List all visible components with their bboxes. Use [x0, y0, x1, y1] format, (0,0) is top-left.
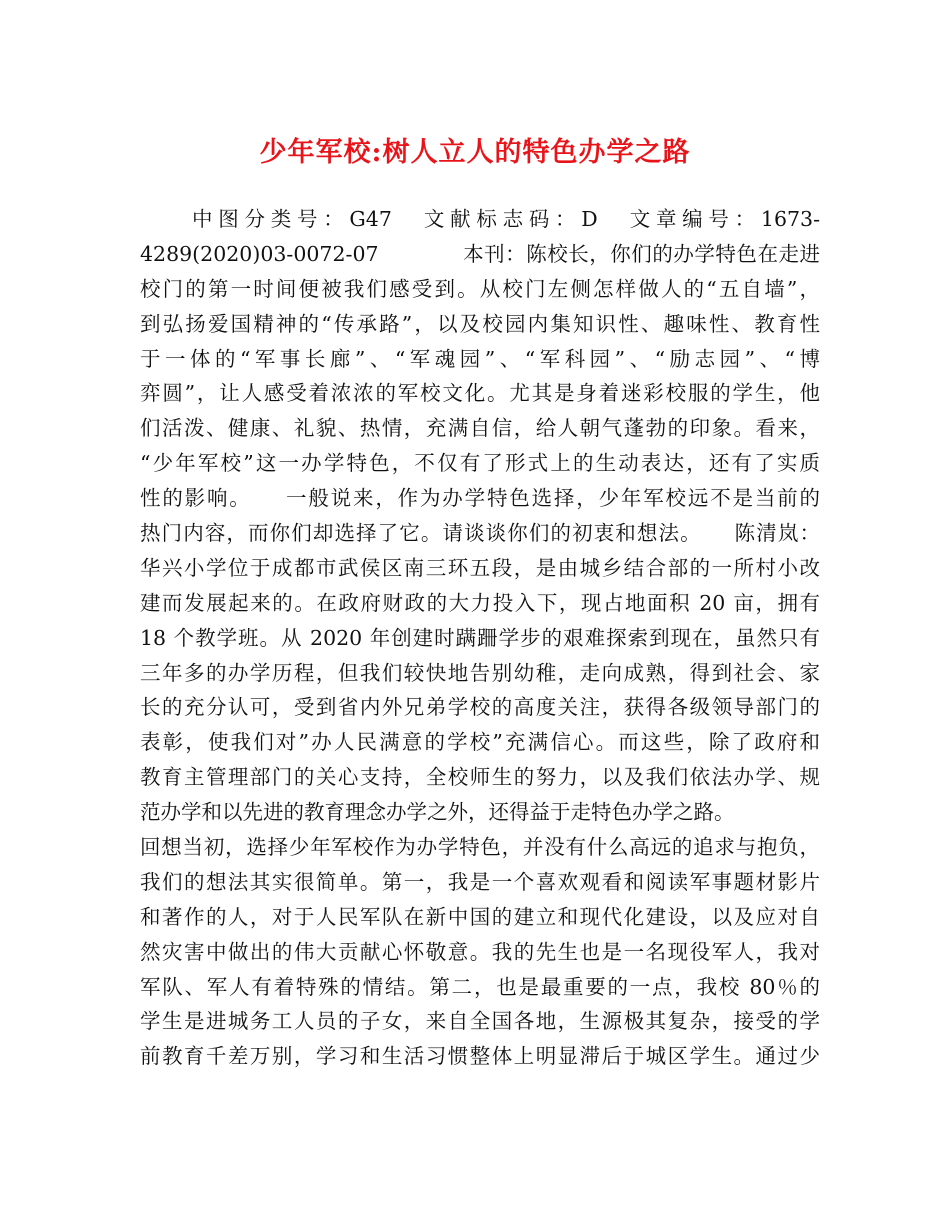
text-line: 范办学和以先进的教育理念办学之外，还得益于走特色办学之路。 — [140, 800, 735, 825]
text-line: 前教育千差万别，学习和生活习惯整体上明显滞后于城区学生。通过少 — [140, 1044, 820, 1069]
text-line: 4289(2020)03-0072-07 本刊：陈校长，你们的办学特色在走进 — [140, 241, 820, 266]
text-line: 建而发展起来的。在政府财政的大力投入下，现占地面积 20 亩，拥有 — [140, 590, 820, 615]
text-line: 和著作的人，对于人民军队在新中国的建立和现代化建设，以及应对自 — [140, 904, 820, 929]
text-line: 华兴小学位于成都市武侯区南三环五段，是由城乡结合部的一所村小改 — [140, 555, 820, 580]
text-line: 三年多的办学历程，但我们较快地告别幼稚，走向成熟，得到社会、家 — [140, 660, 820, 685]
text-line: 们活泼、健康、礼貌、热情，充满自信，给人朝气蓬勃的印象。看来， — [140, 416, 820, 441]
text-line: 于一体的“军事长廊”、“军魂园”、“军科园”、“励志园”、“博 — [140, 346, 820, 371]
text-line: 到弘扬爱国精神的“传承路”，以及校园内集知识性、趣味性、教育性 — [140, 311, 820, 336]
text-line: 军队、军人有着特殊的情结。第二，也是最重要的一点，我校 80％的 — [140, 974, 820, 999]
text-line: 18 个教学班。从 2020 年创建时蹒跚学步的艰难探索到现在，虽然只有 — [140, 625, 820, 650]
text-line: “少年军校”这一办学特色，不仅有了形式上的生动表达，还有了实质 — [140, 451, 820, 476]
text-line: 表彰，使我们对”办人民满意的学校”充满信心。而这些，除了政府和 — [140, 730, 820, 755]
text-line: 学生是进城务工人员的子女，来自全国各地，生源极其复杂，接受的学 — [140, 1009, 820, 1034]
document-body — [140, 202, 820, 1074]
text-line: 性的影响。 一般说来，作为办学特色选择，少年军校远不是当前的 — [140, 486, 820, 511]
text-line: 中图分类号：G47 文献标志码：D 文章编号：1673- — [192, 207, 820, 231]
text-line: 热门内容，而你们却选择了它。请谈谈你们的初衷和想法。 陈清岚： — [140, 521, 820, 546]
text-line: 校门的第一时间便被我们感受到。从校门左侧怎样做人的“五自墙”， — [140, 276, 820, 301]
document-title: 少年军校:树人立人的特色办学之路 — [259, 137, 691, 168]
text-line: 教育主管理部门的关心支持，全校师生的努力，以及我们依法办学、规 — [140, 765, 820, 790]
text-line: 然灾害中做出的伟大贡献心怀敬意。我的先生也是一名现役军人，我对 — [140, 939, 820, 964]
text-line: 弈圆”，让人感受着浓浓的军校文化。尤其是身着迷彩校服的学生，他 — [140, 381, 820, 406]
text-line: 我们的想法其实很简单。第一，我是一个喜欢观看和阅读军事题材影片 — [140, 869, 820, 894]
text-line: 回想当初，选择少年军校作为办学特色，并没有什么高远的追求与抱负， — [140, 835, 820, 860]
text-line: 长的充分认可，受到省内外兄弟学校的高度关注，获得各级领导部门的 — [140, 695, 820, 720]
